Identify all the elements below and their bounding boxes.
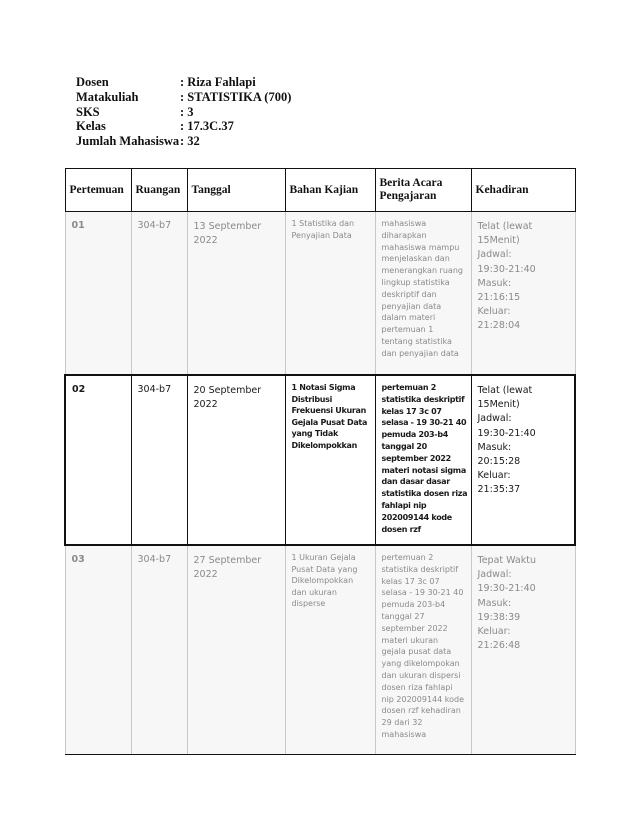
kehadiran-cell	[471, 375, 575, 545]
tanggal-cell: 20 September 2022	[187, 375, 285, 545]
berita-acara-line: mahasiswa	[381, 219, 427, 228]
bahan-kajian-cell: 1 Ukuran Gejala Pusat Data yang Dikelompokkan dan ukuran disperse	[285, 545, 375, 755]
berita-acara-line: lingkup statistika	[381, 277, 450, 287]
course-header	[76, 75, 291, 149]
bahan-kajian-cell: 1 Notasi Sigma Distribusi Frekuensi Ukuran Gejala Pusat Data yang Tidak Dikelompokkan	[285, 375, 375, 545]
pertemuan-cell: 01	[65, 212, 131, 376]
berita-acara-line: september 2022	[381, 453, 451, 463]
ruangan-cell: 304-b7	[131, 375, 187, 545]
berita-acara-line: penyajian data	[381, 301, 442, 311]
berita-acara-line: dosen rzf kehadiran	[381, 706, 461, 716]
berita-acara-line: tanggal 20	[381, 441, 427, 451]
pertemuan-cell: 02	[65, 375, 131, 545]
attendance-table	[64, 168, 576, 755]
kehadiran-line: 19:30-21:40	[477, 263, 536, 275]
kehadiran-line: Jadwal:	[477, 249, 512, 261]
berita-acara-line: september 2022	[381, 623, 448, 633]
dosen-row	[76, 75, 291, 90]
kehadiran-line: 15Menit)	[477, 399, 520, 411]
berita-acara-line: materi notasi sigma	[381, 465, 466, 475]
matakuliah-row	[76, 90, 291, 105]
berita-acara-line: pertemuan 2	[381, 383, 437, 392]
kehadiran-line: Jadwal:	[477, 413, 512, 425]
tanggal-cell: 27 September 2022	[187, 545, 285, 755]
table-header-row	[65, 169, 575, 212]
kehadiran-cell	[471, 212, 575, 376]
berita-acara-line: pertemuan 1	[381, 325, 434, 335]
kehadiran-line: Masuk:	[477, 441, 512, 453]
dosen-label: Dosen	[76, 75, 109, 89]
berita-acara-line: dosen riza fahlapi	[381, 682, 453, 692]
kehadiran-line: 19:38:39	[477, 611, 521, 623]
kehadiran-line: Jadwal:	[477, 569, 512, 581]
pertemuan-cell: 03	[65, 545, 131, 755]
kehadiran-line: 21:35:37	[477, 484, 521, 496]
berita-acara-line: pemuda 203-b4	[381, 600, 446, 610]
berita-acara-line: pemuda 203-b4	[381, 430, 449, 440]
kehadiran-line: 21:28:04	[477, 320, 521, 332]
berita-acara-line: deskriptif dan	[381, 289, 437, 299]
berita-acara-line: statistika deskriptif	[381, 564, 459, 574]
berita-acara-line: menerangkan ruang	[381, 266, 463, 276]
kehadiran-line: Keluar:	[477, 470, 511, 482]
jumlah-row	[76, 134, 291, 149]
kehadiran-line: Keluar:	[477, 306, 511, 318]
column-header: Bahan Kajian	[285, 169, 375, 212]
berita-acara-line: nip 202009144 kode	[381, 694, 465, 704]
kehadiran-line: 20:15:28	[477, 456, 521, 468]
matakuliah-value: : STATISTIKA (700)	[180, 89, 292, 104]
berita-acara-line: gejala pusat data	[381, 647, 452, 657]
berita-acara-line: materi ukuran	[381, 635, 439, 645]
column-header: Ruangan	[131, 169, 187, 212]
berita-acara-line: dosen rzf	[381, 524, 421, 534]
kehadiran-line: 19:30-21:40	[477, 427, 536, 439]
matakuliah-label: Matakuliah	[76, 89, 139, 104]
berita-acara-cell	[375, 545, 471, 755]
berita-acara-line: selasa - 19 30-21 40	[381, 418, 467, 428]
berita-acara-line: 29 dari 32	[381, 718, 423, 728]
table-row	[65, 212, 575, 376]
kehadiran-cell	[471, 545, 575, 755]
berita-acara-line: pertemuan 2	[381, 553, 434, 562]
kehadiran-line: Keluar:	[477, 626, 511, 638]
sks-label: SKS	[76, 104, 100, 119]
sks-row	[76, 105, 291, 120]
kehadiran-line: 19:30-21:40	[477, 583, 536, 595]
berita-acara-line: statistika dosen riza	[381, 489, 468, 499]
kehadiran-line: Masuk:	[477, 597, 512, 609]
kelas-value: : 17.3C.37	[180, 119, 234, 134]
berita-acara-line: kelas 17 3c 07	[381, 576, 440, 586]
berita-acara-line: selasa - 19 30-21 40	[381, 588, 464, 598]
berita-acara-line: kelas 17 3c 07	[381, 406, 442, 416]
berita-acara-cell	[375, 212, 471, 376]
table-row	[65, 545, 575, 755]
ruangan-cell: 304-b7	[131, 545, 187, 755]
sks-value: : 3	[180, 104, 194, 119]
berita-acara-line: tentang statistika	[381, 336, 452, 346]
column-header: Kehadiran	[471, 169, 575, 212]
column-header: Tanggal	[187, 169, 285, 212]
berita-acara-line: yang dikelompokan	[381, 659, 460, 669]
table-row	[65, 375, 575, 545]
kelas-row	[76, 119, 291, 134]
berita-acara-line: dalam materi	[381, 313, 436, 323]
bahan-kajian-cell: 1 Statistika dan Penyajian Data	[285, 212, 375, 376]
berita-acara-line: dan penyajian data	[381, 348, 459, 358]
kehadiran-line: Telat (lewat	[477, 221, 533, 232]
berita-acara-line: dan dasar dasar	[381, 477, 450, 487]
berita-acara-line: fahlapi nip	[381, 500, 427, 510]
tanggal-cell: 13 September 2022	[187, 212, 285, 376]
berita-acara-line: 202009144 kode	[381, 512, 452, 522]
berita-acara-line: dan ukuran dispersi	[381, 670, 461, 680]
ruangan-cell: 304-b7	[131, 212, 187, 376]
kehadiran-line: Telat (lewat	[477, 385, 533, 396]
jumlah-label: Jumlah Mahasiswa	[76, 134, 180, 149]
kehadiran-line: 21:16:15	[477, 292, 521, 304]
berita-acara-line: mahasiswa	[381, 729, 427, 739]
berita-acara-line: menjelaskan dan	[381, 254, 450, 264]
kelas-label: Kelas	[76, 119, 106, 134]
column-header: Berita Acara Pengajaran	[375, 169, 471, 212]
kehadiran-line: Masuk:	[477, 277, 512, 289]
jumlah-value: : 32	[180, 134, 200, 149]
berita-acara-line: tanggal 27	[381, 611, 425, 621]
berita-acara-line: statistika deskriptif	[381, 394, 465, 404]
berita-acara-line: mahasiswa mampu	[381, 242, 460, 252]
column-header: Pertemuan	[65, 169, 131, 212]
dosen-value: : Riza Fahlapi	[180, 75, 256, 89]
berita-acara-cell	[375, 375, 471, 545]
berita-acara-line: diharapkan	[381, 230, 427, 240]
kehadiran-line: Tepat Waktu	[477, 555, 536, 566]
kehadiran-line: 15Menit)	[477, 235, 520, 247]
kehadiran-line: 21:26:48	[477, 640, 521, 652]
